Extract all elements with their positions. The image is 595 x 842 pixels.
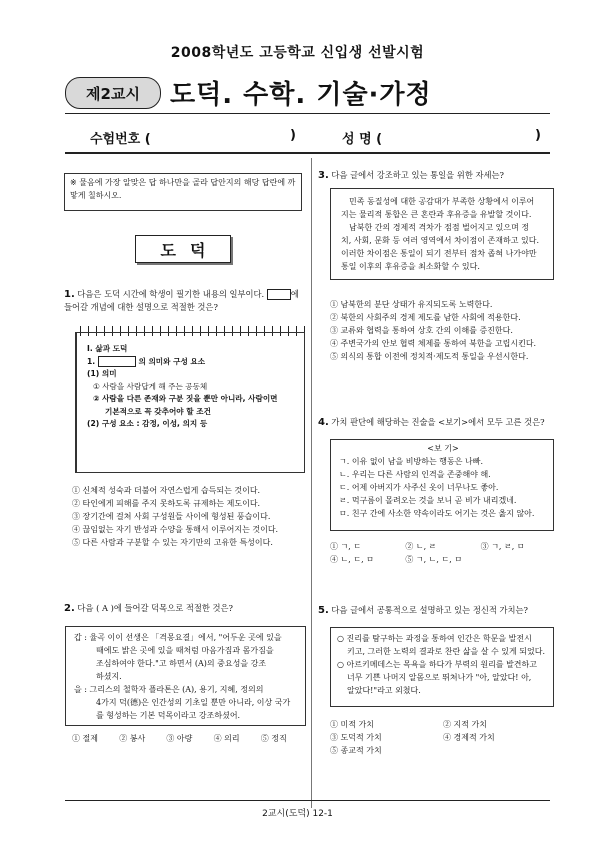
note-item-1 [87,356,298,369]
q4-option-5[interactable]: ⑤ ㄱ, ㄴ, ㄷ, ㅁ [405,555,463,564]
q3-text: 다음 글에서 강조하고 있는 통일을 위한 자세는? [331,170,504,180]
q2-options [72,732,308,745]
q1-text-b: 에 들어갈 개념에 대한 설명으로 적절한 것은? [64,289,299,312]
q2-line: 을 : 그리스의 철학자 플라톤은 (A), 용기, 지혜, 정의의 [74,685,264,694]
q1-option-2[interactable]: ② 타인에게 피해를 주지 못하도록 규제하는 제도이다. [72,499,261,508]
q3-line: 민족 동질성에 대한 공감대가 부족한 상황에서 이루어 [349,197,535,206]
q5-line: 너무 기쁜 나머지 알몸으로 뛰쳐나가 "아, 알았다! 아, [347,673,532,682]
q2-line: 를 형성하는 기본 덕목이라고 강조하셨어. [96,711,241,720]
q4-option-1[interactable]: ① ㄱ, ㄷ [330,542,362,551]
q3-option-3[interactable]: ③ 교류와 협력을 통하여 상호 간의 이해를 증진한다. [330,326,513,335]
q3-option-1[interactable]: ① 남북한의 분단 상태가 유지되도록 노력한다. [330,300,493,309]
footer-rule [65,800,550,801]
q4-bogi-line: ㄷ. 어제 아버지가 사주신 옷이 너무나도 좋아. [339,483,499,492]
q3-line: 치, 사회, 문화 등 여러 영역에서 차이점이 존재하고 있다. [341,236,539,245]
question-2 [64,602,306,615]
note-item-1-post: 의 의미와 구성 요소 [138,356,206,366]
q4-bogi-line: ㄹ. 먹구름이 몰려오는 것을 보니 곧 비가 내리겠네. [339,496,517,505]
q3-number: 3. [318,170,329,181]
q1-blank [267,289,291,300]
q5-line: 키고, 그러한 노력의 결과로 찬란 삶을 살 수 있게 되었다. [347,647,545,656]
note-sub-1b-line1: ② 사람을 다른 존재와 구분 짓을 뿐만 아니라, 사람이면 [93,394,278,403]
note-sub-1b-line2: 기본적으로 꼭 갖추어야 할 조건 [105,406,211,416]
q3-line: 지는 물리적 통합은 큰 혼란과 후유증을 유발할 것이다. [341,210,532,219]
q2-number: 2. [64,603,75,614]
q5-line: ○ 진리를 탐구하는 과정을 통하여 인간은 학문을 발전시 [337,634,532,643]
note-sub-2: (2) 구성 요소 : 감정, 이성, 의지 등 [87,419,208,428]
exam-title: 2008학년도 고등학교 신입생 선발시험 [170,45,425,61]
q5-line: 알았다!"라고 외쳤다. [347,686,421,695]
q2-text: 다음 ( A )에 들어갈 덕목으로 적절한 것은? [77,603,234,613]
note-title: I. 삶과 도덕 [87,344,128,353]
q2-option-2[interactable]: ② 봉사 [119,734,146,743]
q5-option-5[interactable]: ⑤ 종교적 가치 [330,746,382,755]
q4-bogi-line: ㅁ. 친구 간에 사소한 약속이라도 어기는 것은 옳지 않아. [339,509,535,518]
q2-passage-box [65,626,306,726]
q1-option-1[interactable]: ① 신체적 성숙과 더불어 자연스럽게 습득되는 것이다. [72,486,261,495]
q3-option-4[interactable]: ④ 주변국가의 안보 협력 체제를 통하여 북한을 고립시킨다. [330,339,537,348]
q3-passage-box [330,188,554,280]
q3-line: 남북한 간의 경제적 격차가 점점 벌어지고 있으며 정 [349,223,530,232]
page-footer: 2교시(도덕) 12-1 [262,809,333,819]
q2-option-1[interactable]: ① 절제 [72,734,98,743]
exam-number-close: ) [290,128,296,143]
exam-number-label: 수험번호 ( [90,132,151,147]
q5-passage-box [330,627,554,707]
name-close: ) [535,128,541,143]
note-blank [98,356,136,367]
q4-bogi-line: ㄴ. 우리는 다른 사람의 인격을 존중해야 해. [339,470,491,479]
subjects-heading: 도덕. 수학. 기술·가정 [170,80,432,110]
q3-line: 이러한 차이점은 통일이 되기 전부터 점차 좁혀 나가야만 [341,249,537,258]
q5-options [330,718,556,757]
q3-option-2[interactable]: ② 북한의 사회주의 경제 제도를 남한 사회에 적용한다. [330,313,521,322]
q2-option-5[interactable]: ⑤ 정직 [260,734,287,743]
q2-line: 4가지 덕(德)은 인간성의 기초일 뿐만 아니라, 이상 국가 [96,698,291,707]
header-rule-top [65,113,550,114]
q5-option-1[interactable]: ① 미적 가치 [330,720,374,729]
question-1 [64,288,306,314]
period-badge: 제2교시 [65,77,161,109]
q2-line: 때에도 밝은 곳에 있을 때처럼 마음가짐과 몸가짐을 [96,646,274,655]
q4-text: 가치 판단에 해당하는 진술을 <보기>에서 모두 고른 것은? [331,417,545,427]
q3-option-5[interactable]: ⑤ 의식의 통합 이전에 정치적·제도적 통일을 우선시한다. [330,352,529,361]
question-5 [318,604,554,617]
q4-bogi-title: <보 기> [427,444,459,453]
q1-option-5[interactable]: ⑤ 다른 사람과 구분할 수 있는 자기만의 고유한 특성이다. [72,538,273,547]
q4-option-3[interactable]: ③ ㄱ, ㄹ, ㅁ [480,542,525,551]
q4-options [330,540,556,566]
q2-line: 갑 : 율곡 이이 선생은 「격몽요결」에서, "어두운 곳에 있을 [74,633,282,642]
q2-option-4[interactable]: ④ 의리 [213,734,240,743]
notebook-box [75,332,305,473]
q4-option-4[interactable]: ④ ㄴ, ㄷ, ㅁ [330,555,374,564]
q1-option-4[interactable]: ④ 끊임없는 자기 반성과 수양을 통해서 이루어지는 것이다. [72,525,279,534]
column-divider [311,158,312,808]
note-sub-1: (1) 의미 [87,369,117,378]
note-sub-1a: ① 사람을 사람답게 해 주는 공동체 [93,381,208,391]
q4-bogi-line: ㄱ. 이유 없이 남을 비방하는 행동은 나빠. [339,457,483,466]
question-4 [318,416,554,429]
header-rule-bottom [65,152,550,154]
q4-option-2[interactable]: ② ㄴ, ㄹ [405,542,437,551]
subject-box: 도덕 [135,235,231,263]
q5-option-3[interactable]: ③ 도덕적 가치 [330,733,382,742]
q4-number: 4. [318,417,329,428]
instructions-notice: ※ 물음에 가장 알맞은 답 하나만을 골라 답안지의 해당 답란에 까맣게 칠하시오. [64,173,302,211]
q3-line: 통일 이후의 후유증을 최소화할 수 있다. [341,262,480,271]
q5-option-2[interactable]: ② 지적 가치 [443,720,487,729]
q1-option-3[interactable]: ③ 장기간에 걸쳐 사회 구성원들 사이에 형성된 풍습이다. [72,512,271,521]
q2-option-3[interactable]: ③ 아량 [166,734,193,743]
q3-options [330,298,556,363]
q2-line: 조심하여야 한다."고 하면서 (A)의 중요성을 강조 [96,659,267,668]
q5-text: 다음 글에서 공통적으로 설명하고 있는 정신적 가치는? [331,605,529,615]
q2-line: 하셨지. [96,672,122,681]
q1-options [72,484,308,549]
q5-line: ○ 아르키메데스는 목욕을 하다가 부력의 원리를 발견하고 [337,660,537,669]
q5-number: 5. [318,605,329,616]
question-3 [318,169,554,182]
q5-option-4[interactable]: ④ 경제적 가치 [443,733,495,742]
q1-text-a: 다음은 도덕 시간에 학생이 필기한 내용의 일부이다. [77,289,265,299]
note-item-1-pre: 1. [87,356,96,366]
name-label: 성 명 ( [342,132,383,147]
q4-bogi-box [330,439,554,531]
q1-number: 1. [64,289,75,300]
